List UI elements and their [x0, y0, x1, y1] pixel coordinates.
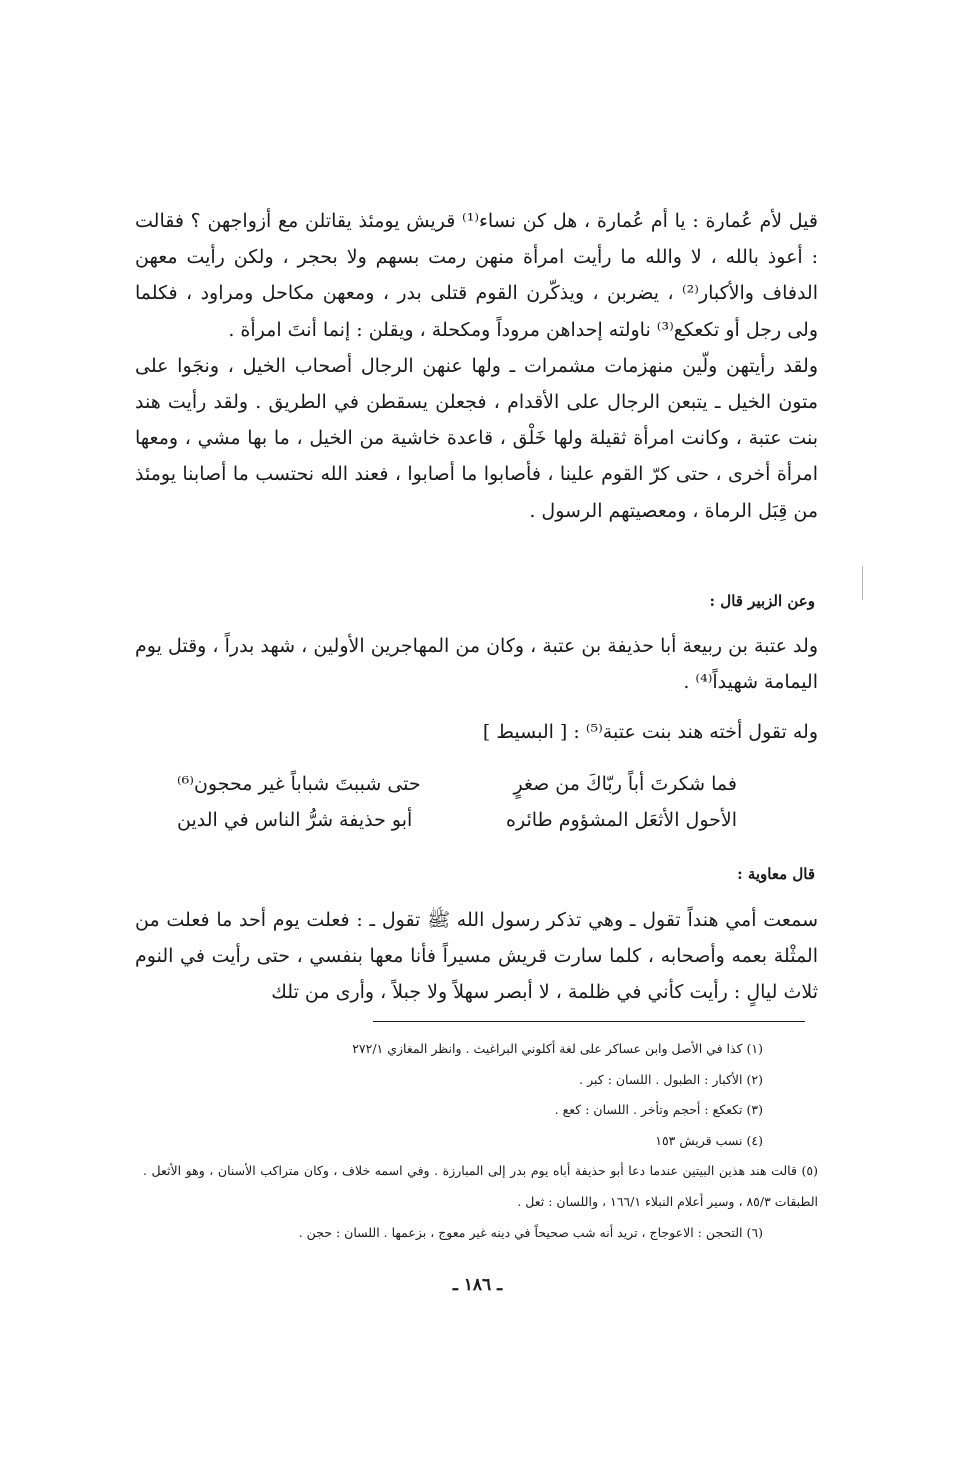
verse-line: [177, 766, 737, 802]
page-number: ـ ١٨٦ ـ: [452, 1275, 503, 1295]
verse-second-hemistich: حتى شببتَ شباباً غير محجون⁽⁶⁾: [177, 773, 421, 795]
section-heading-muawiya: قال معاوية :: [737, 865, 815, 883]
footnote-1: (١) كذا في الأصل وابن عساكر على لغة أكلوني البراغيث . وانظر المغازي ٢٧٢/١: [352, 1041, 763, 1056]
footnote-5: (٥) قالت هند هذين البيتين عندما دعا أبو حذيفة أباه يوم بدر إلى المبارزة . وفي اسمه خلاف ، وكان متراكب الأسنان ، وهو الأثعل . الطبقات ٨٥/٣ ، وسير أعلام النبلاء ١٦٦/١ ، واللسان : ثعل .: [143, 1163, 818, 1209]
verse-intro: وله تقول أخته هند بنت عتبة⁽⁵⁾ : [ البسيط ]: [482, 721, 818, 743]
margin-mark: [862, 566, 863, 600]
poem-verses: [177, 766, 737, 838]
footnote-2: (٢) الأكبار : الطبول . اللسان : كبر .: [579, 1071, 763, 1087]
footnote-separator: [373, 1021, 805, 1022]
section-heading-zubair: وعن الزبير قال :: [709, 592, 815, 610]
footnote-3: (٣) تكعكع : أحجم وتأخر . اللسان : كعع .: [554, 1102, 763, 1118]
paragraph-umm-umara: قيل لأم عُمارة : يا أم عُمارة ، هل كن نساء⁽¹⁾ قريش يومئذ يقاتلن مع أزواجهن ؟ فقالت : أعوذ بالله ، لا والله ما رأيت امرأة منهن رمت بسهم ولا بحجر ، ولكن رأيت معهن الدفاف والأكبار⁽²⁾ ، يضربن ، ويذكّرن القوم قتلى بدر ، ومعهن مكاحل ومراود ، فكلما ولى رجل أو تكعكع⁽³⁾ ناولته إحداهن مروداً ومكحلة ، ويقلن : إنما أنتَ امرأة .: [135, 210, 818, 341]
footnote-4: (٤) نسب قريش ١٥٣: [655, 1132, 763, 1148]
main-text-block: [135, 203, 818, 529]
verse-line: [177, 802, 737, 838]
verse-first-hemistich: الأحول الأثعَل المشؤوم طائره: [506, 809, 737, 831]
paragraph-hind-retreat: ولقد رأيتهن ولّين منهزمات مشمرات ـ ولها عنهن الرجال أصحاب الخيل ، ونجَوا على متون الخيل ـ يتبعن الرجال على الأقدام ، فجعلن يسقطن في الطريق . ولقد رأيت هند بنت عتبة ، وكانت امرأة ثقيلة ولها خَلْق ، قاعدة خاشية من الخيل ، ما بها مشي ، ومعها امرأة أخرى ، حتى كرّ القوم علينا ، فأصابوا ما أصابوا ، فعند الله نحتسب ما أصابنا يومئذ من قِبَل الرماة ، ومعصيتهم الرسول .: [135, 354, 818, 522]
footnotes: [143, 1034, 818, 1248]
footnote-6: (٦) التحجن : الاعوجاج ، تريد أنه شب صحيحاً في دينه غير معوج ، بزعمها . اللسان : حجن .: [298, 1224, 763, 1240]
verse-second-hemistich: أبو حذيفة شرُّ الناس في الدين: [177, 809, 413, 831]
paragraph-abu-hudhayfa: ولد عتبة بن ربيعة أبا حذيفة بن عتبة ، وكان من المهاجرين الأولين ، شهد بدراً ، وقتل يوم اليمامة شهيداً⁽⁴⁾ .: [135, 635, 818, 693]
verse-first-hemistich: فما شكرتَ أباً ربّاكَ من صغرٍ: [513, 773, 737, 795]
paragraph-hind-dream: سمعت أمي هنداً تقول ـ وهي تذكر رسول الله ﷺ تقول ـ : فعلت يوم أحد ما فعلت من المثْلة بعمه وأصحابه ، كلما سارت قريش مسيراً فأنا معها بنفسي ، حتى رأيت في النوم ثلاث ليالٍ : رأيت كأني في ظلمة ، لا أبصر سهلاً ولا جبلاً ، وأرى من تلك: [135, 909, 818, 1003]
